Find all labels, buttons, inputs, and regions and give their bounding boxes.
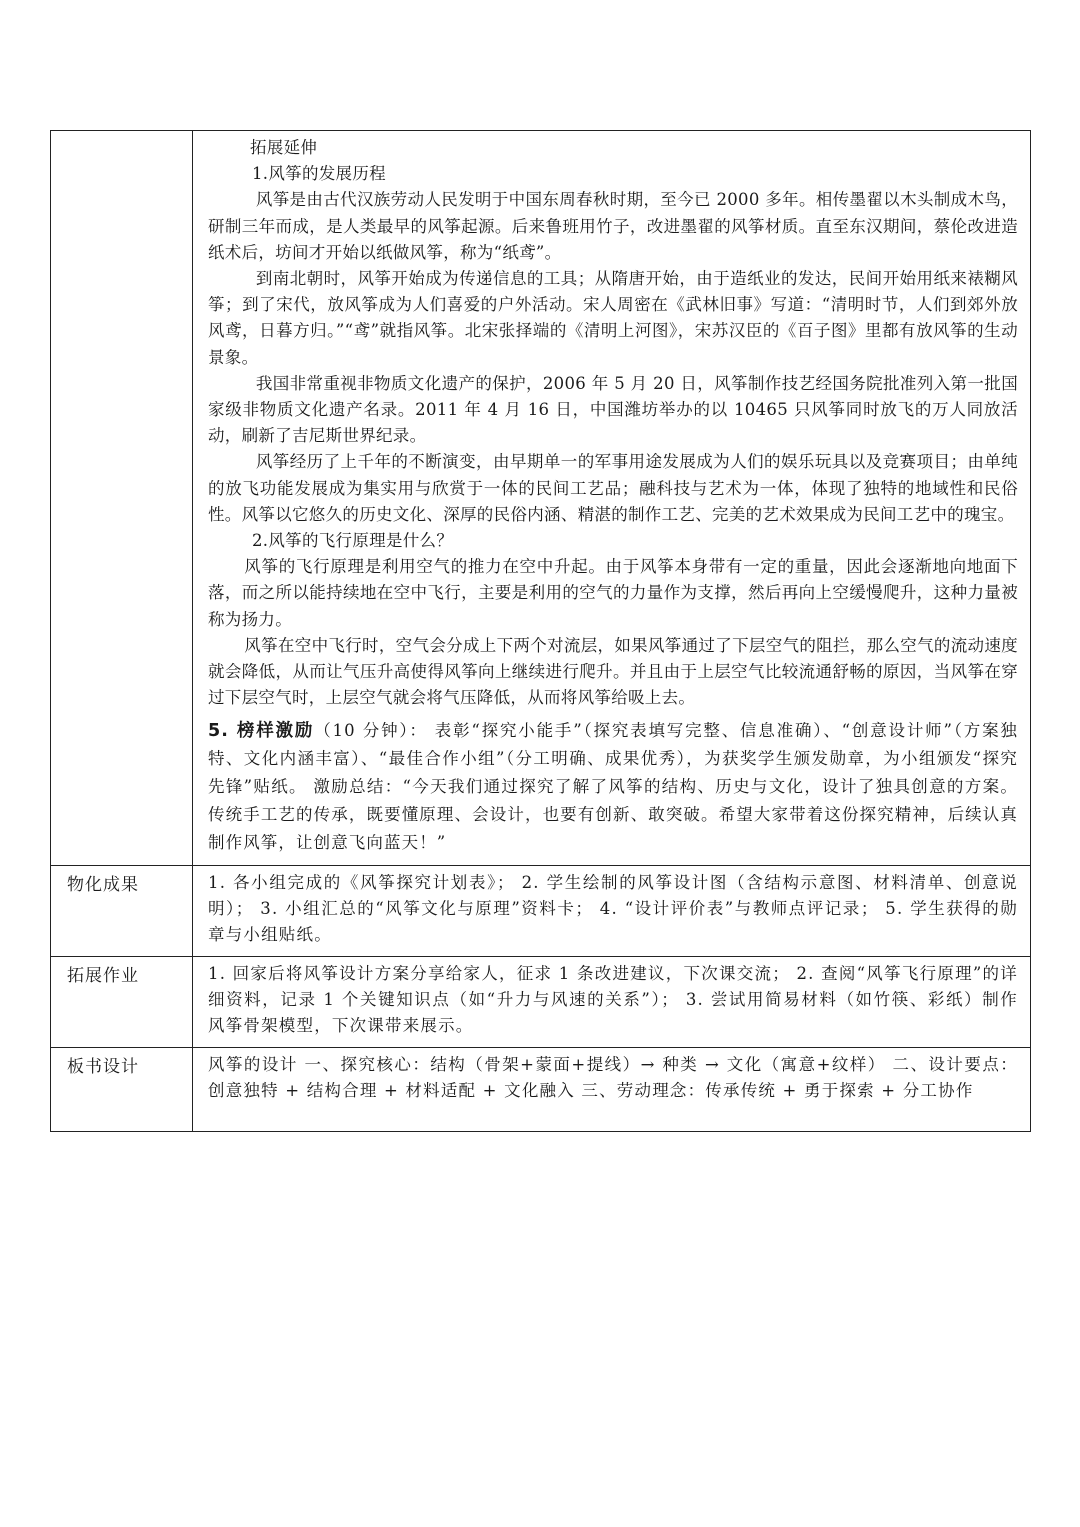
homework-text: 1. 回家后将风筝设计方案分享给家人，征求 1 条改进建议，下次课交流； 2. 查阅“风筝飞行原理”的详细资料，记录 1 个关键知识点（如“升力与风速的关系”）； 3. 尝试用简易材料（如竹筷、彩纸）制作风筝骨架模型，下次课带来展示。 [208, 964, 1018, 1036]
paragraph: 风筝是由古代汉族劳动人民发明于中国东周春秋时期，至今已 2000 多年。相传墨翟以木头制成木鸟，研制三年而成，是人类最早的风筝起源。后来鲁班用竹子，改进墨翟的风筝材质。直至东汉期间，蔡伦改进造纸术后，坊间才开始以纸做风筝，称为“纸鸢”。 [208, 190, 1018, 262]
model-incentive-block [208, 717, 1018, 857]
homework-content-cell [193, 957, 1031, 1048]
row-label-cell [51, 131, 193, 866]
paragraph: 我国非常重视非物质文化遗产的保护，2006 年 5 月 20 日，风筝制作技艺经国务院批准列入第一批国家级非物质文化遗产名录。2011 年 4 月 16 日，中国潍坊举办的以 10465 只风筝同时放飞的万人同放活动，刷新了吉尼斯世界纪录。 [208, 373, 1018, 446]
lesson-plan-table [50, 130, 1031, 1132]
paragraph: 风筝经历了上千年的不断演变，由早期单一的军事用途发展成为人们的娱乐玩具以及竞赛项目；由单纯的放飞功能发展成为集实用与欣赏于一体的民间工艺品；融科技与艺术为一体，体现了独特的地域性和民俗性。风筝以它悠久的历史文化、深厚的民俗内涵、精湛的制作工艺、完美的艺术效果成为民间工艺中的瑰宝。 [208, 452, 1018, 524]
section-1-title: 1.风筝的发展历程 [252, 164, 386, 184]
table-row-board [51, 1048, 1031, 1132]
extension-title: 拓展延伸 [250, 138, 318, 157]
row-label [51, 131, 192, 137]
board-design-text: 风筝的设计 一、探究核心：结构（骨架+蒙面+提线）→ 种类 → 文化（寓意+纹样） 二、设计要点：创意独特 + 结构合理 + 材料适配 + 文化融入 三、劳动理念：传承传统 + 勇于探索 + 分工协作 [208, 1055, 1018, 1101]
extension-content-cell [193, 131, 1031, 866]
table-row-homework [51, 957, 1031, 1048]
row-label-cell [51, 957, 193, 1048]
board-content-cell [193, 1048, 1031, 1132]
model-incentive-paragraph [208, 717, 1018, 857]
paragraph: 风筝的飞行原理是利用空气的推力在空中升起。由于风筝本身带有一定的重量，因此会逐渐地向地面下落，而之所以能持续地在空中飞行，主要是利用的空气的力量作为支撑，然后再向上空缓慢爬升，这种力量被称为扬力。 [208, 557, 1018, 629]
row-label-cell [51, 1048, 193, 1132]
model-incentive-heading: 5. 榜样激励 [208, 721, 315, 742]
model-incentive-body: （10 分钟）： 表彰“探究小能手”（探究表填写完整、信息准确）、“创意设计师”（方案独特、文化内涵丰富）、“最佳合作小组”（分工明确、成果优秀），为获奖学生颁发勋章，为小组颁发“探究先锋”贴纸。 激励总结：“今天我们通过探究了解了风筝的结构、历史与文化，设计了独具创意的方案。传统手工艺的传承，既要懂原理、会设计，也要有创新、敢突破。希望大家带着这份探究精神，后续认真制作风筝，让创意飞向蓝天！” [208, 721, 1018, 853]
table-row-extension [51, 131, 1031, 866]
outcomes-content-cell [193, 866, 1031, 957]
row-label-cell [51, 866, 193, 957]
row-label-homework: 拓展作业 [67, 966, 139, 987]
section-2-title: 2.风筝的飞行原理是什么？ [252, 531, 454, 551]
row-label-board: 板书设计 [67, 1057, 139, 1078]
outcomes-text: 1. 各小组完成的《风筝探究计划表》； 2. 学生绘制的风筝设计图（含结构示意图、材料清单、创意说明）； 3. 小组汇总的“风筝文化与原理”资料卡； 4. “设计评价表”与教师点评记录； 5. 学生获得的勋章与小组贴纸。 [208, 873, 1018, 945]
paragraph: 到南北朝时，风筝开始成为传递信息的工具；从隋唐开始，由于造纸业的发达，民间开始用纸来裱糊风筝；到了宋代，放风筝成为人们喜爱的户外活动。宋人周密在《武林旧事》写道：“清明时节，人们到郊外放风鸢，日暮方归。”“鸢”就指风筝。北宋张择端的《清明上河图》，宋苏汉臣的《百子图》里都有放风筝的生动景象。 [208, 269, 1018, 367]
table-row-outcomes [51, 866, 1031, 957]
paragraph: 风筝在空中飞行时，空气会分成上下两个对流层，如果风筝通过了下层空气的阻拦，那么空气的流动速度就会降低，从而让气压升高使得风筝向上继续进行爬升。并且由于上层空气比较流通舒畅的原因，当风筝在穿过下层空气时，上层空气就会将气压降低，从而将风筝给吸上去。 [208, 635, 1018, 708]
row-label-outcomes: 物化成果 [67, 875, 139, 896]
